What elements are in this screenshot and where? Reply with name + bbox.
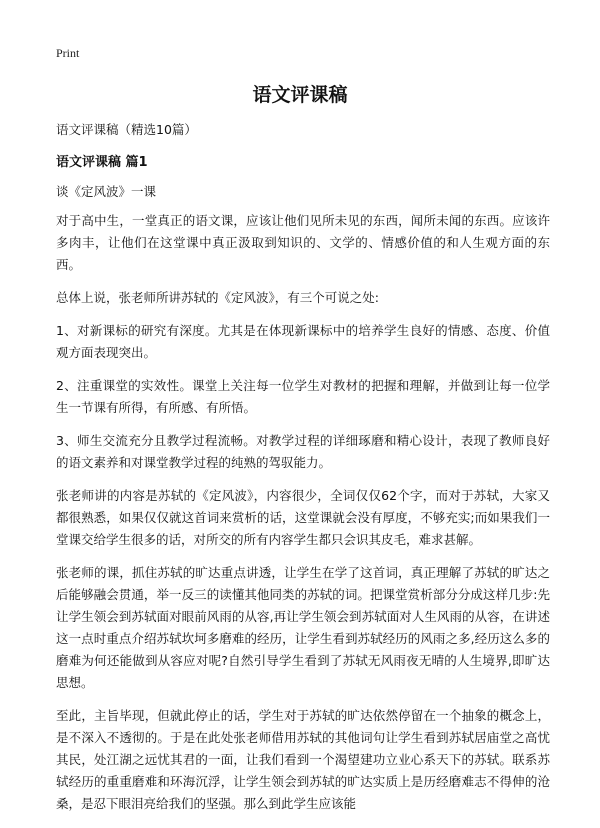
section-heading: 语文评课稿 篇1 (56, 155, 148, 170)
document-title: 语文评课稿 (252, 84, 348, 106)
paragraph: 张老师讲的内容是苏轼的《定风波》，内容很少，全词仅仅62个字，而对于苏轼，大家又都很熟悉，如果仅仅就这首词来赏析的话，这堂课就会没有厚度，不够充实;而如果我们一堂课交给学生很多的话，对所交的所有内容学生都只会识其皮毛，难求甚解。 (56, 488, 550, 547)
paragraph: 2、注重课堂的实效性。课堂上关注每一位学生对教材的把握和理解，并做到让每一位学生一节课有所得，有所感、有所悟。 (56, 378, 550, 415)
paragraph: 总体上说，张老师所讲苏轼的《定风波》，有三个可说之处: (56, 290, 379, 305)
document-subtitle: 语文评课稿（精选10篇） (56, 122, 197, 137)
paragraph: 对于高中生，一堂真正的语文课，应该让他们见所未见的东西，闻所未闻的东西。应该许多肉丰，让他们在这堂课中真正汲取到知识的、文学的、情感价值的和人生观方面的东西。 (56, 213, 550, 272)
paragraph: 1、对新课标的研究有深度。尤其是在体现新课标中的培养学生良好的情感、态度、价值观方面表现突出。 (56, 323, 550, 360)
paragraph: 张老师的课，抓住苏轼的旷达重点讲透，让学生在学了这首词，真正理解了苏轼的旷达之后能够融会贯通，举一反三的读懂其他同类的苏轼的词。把课堂赏析部分分成这样几步:先让学生领会到苏轼面对眼前风雨的从容,再让学生领会到苏轼面对人生风雨的从容，在讲述这一点时重点介绍苏轼坎坷多磨难的经历，让学生看到苏轼经历的风雨之多,经历这么多的磨难为何还能做到从容应对呢?自然引导学生看到了苏轼无风雨夜无晴的人生境界,即旷达思想。 (56, 565, 550, 690)
paragraph: 3、师生交流充分且教学过程流畅。对教学过程的详细琢磨和精心设计，表现了教师良好的语文素养和对课堂教学过程的纯熟的驾驭能力。 (56, 433, 550, 470)
lesson-title: 谈《定风波》一课 (56, 184, 157, 199)
paragraph: 至此，主旨毕现，但就此停止的话，学生对于苏轼的旷达依然停留在一个抽象的概念上，是不深入不透彻的。于是在此处张老师借用苏轼的其他词句让学生看到苏轼居庙堂之高忧其民，处江湖之远忧其君的一面，让我们看到一个渴望建功立业心系天下的苏轼。联系苏轼经历的重重磨难和环海沉浮，让学生领会到苏轼的旷达实质上是历经磨难志不得伸的沧桑，是忍下眼泪亮给我们的坚强。那么到此学生应该能 (56, 708, 550, 811)
print-link[interactable]: Print (56, 46, 80, 60)
document-body (56, 210, 550, 826)
